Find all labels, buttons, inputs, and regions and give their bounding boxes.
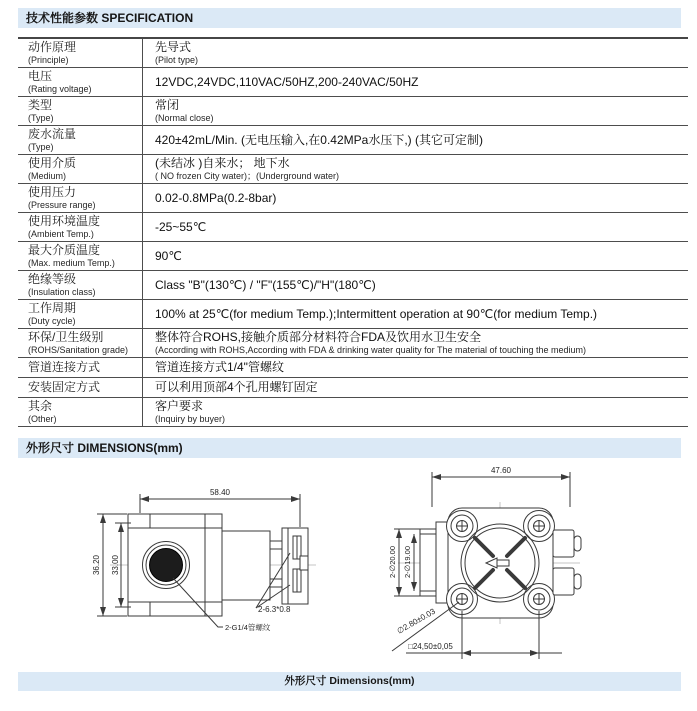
param-name-zh: 使用介质 <box>28 156 77 171</box>
table-row <box>18 398 688 427</box>
dim-screw-hole-label: ∅2.80±0.03 <box>395 606 437 636</box>
param-name-en: (Type) <box>28 142 54 153</box>
param-value-zh: (未结冰 )自来水； 地下水 <box>155 156 290 171</box>
port-inner-diameter-dimension <box>403 534 414 591</box>
param-value-zh: Class "B"(130℃) / "F"(155℃)/"H"(180℃) <box>155 277 376 292</box>
port-thread-label: 2-G1/4管螺纹 <box>225 623 271 632</box>
param-name-zh: 最大介质温度 <box>28 243 101 258</box>
screw-top-left <box>451 515 473 537</box>
table-row <box>18 39 688 68</box>
param-value-zh: 管道连接方式1/4"管螺纹 <box>155 360 284 374</box>
table-row <box>18 184 688 213</box>
param-value-zh: 可以利用顶部4个孔用螺钉固定 <box>155 380 318 394</box>
dimensions-section-header: 外形尺寸 DIMENSIONS(mm) <box>18 438 681 458</box>
table-row <box>18 213 688 242</box>
table-row <box>18 378 688 398</box>
param-name-en: (Insulation class) <box>28 287 96 298</box>
table-row <box>18 300 688 329</box>
dimension-drawings <box>0 450 697 668</box>
dim-screw-spacing-label: □24,50±0,05 <box>408 642 453 651</box>
param-value-zh: -25~55℃ <box>155 219 207 234</box>
spec-table <box>18 37 688 427</box>
param-value-zh: 100% at 25℃(for medium Temp.);Intermittent operation at 90℃(for medium Temp.) <box>155 306 598 321</box>
param-value-en: ( NO frozen City water)；(Underground water) <box>155 171 340 182</box>
table-row <box>18 126 688 155</box>
dim-side-width-label: 58.40 <box>209 488 231 497</box>
screw-bottom-left <box>451 588 473 610</box>
table-row <box>18 271 688 300</box>
param-name-en: (Medium) <box>28 171 67 182</box>
spec-section-header: 技术性能参数 SPECIFICATION <box>18 8 681 28</box>
dim-front-width-label: 47.60 <box>490 466 512 475</box>
param-name-en: (Type) <box>28 113 54 124</box>
inlet-tube-outline <box>420 522 448 603</box>
param-value-zh: 12VDC,24VDC,110VAC/50HZ,200-240VAC/50HZ <box>155 74 419 89</box>
param-value-zh: 客户要求 <box>155 399 204 414</box>
param-name-en: (Max. medium Temp.) <box>28 258 115 269</box>
front-width-dimension <box>432 466 570 507</box>
param-name-zh: 使用环境温度 <box>28 214 101 229</box>
param-name-zh: 使用压力 <box>28 185 77 200</box>
screw-bottom-right <box>528 588 550 610</box>
inlet-port-circle <box>143 542 190 589</box>
param-value-zh: 420±42mL/Min. (无电压输入,在0.42MPa水压下,) (其它可定制) <box>155 132 483 147</box>
param-name-zh: 电压 <box>28 69 53 84</box>
param-name-en: (ROHS/Sanitation grade) <box>28 345 129 356</box>
table-row <box>18 329 688 358</box>
param-value-zh: 整体符合ROHS,接触介质部分材料符合FDA及饮用水卫生安全 <box>155 330 482 345</box>
param-name-en: (Pressure range) <box>28 200 96 211</box>
table-row <box>18 68 688 97</box>
param-name-en: (Duty cycle) <box>28 316 76 327</box>
param-name-zh: 类型 <box>28 98 53 113</box>
table-row <box>18 358 688 378</box>
front-view-drawing <box>388 466 581 659</box>
table-row <box>18 242 688 271</box>
param-value-zh: 0.02-0.8MPa(0.2-8bar) <box>155 190 277 205</box>
dim-port-inner-label: 2-∅19.00 <box>403 546 412 578</box>
terminal-size-label: 2-6.3*0.8 <box>258 605 291 614</box>
param-name-zh: 工作周期 <box>28 301 77 316</box>
param-name-en: (Ambient Temp.) <box>28 229 94 240</box>
param-value-zh: 先导式 <box>155 40 192 55</box>
side-view-drawing <box>92 488 316 632</box>
dim-side-height-inner-label: 33.00 <box>111 554 120 576</box>
param-name-zh: 废水流量 <box>28 127 77 142</box>
param-name-en: (Principle) <box>28 55 69 66</box>
table-row <box>18 97 688 126</box>
dimensions-footer-bar: 外形尺寸 Dimensions(mm) <box>18 672 681 691</box>
param-name-zh: 动作原理 <box>28 40 77 55</box>
param-value-en: (Inquiry by buyer) <box>155 414 226 425</box>
param-name-en: (Other) <box>28 414 57 425</box>
param-value-en: (Normal close) <box>155 113 214 124</box>
param-name-zh: 其余 <box>28 399 53 414</box>
screw-top-right <box>528 515 550 537</box>
param-value-zh: 90℃ <box>155 248 182 263</box>
param-value-en: (Pilot type) <box>155 55 199 66</box>
param-name-zh: 安装固定方式 <box>28 380 101 394</box>
param-value-en: (According with ROHS,According with FDA & drinking water quality for The material of touching the medium) <box>155 345 587 356</box>
outlet-connector-tabs <box>553 530 581 595</box>
param-value-zh: 常闭 <box>155 98 180 113</box>
dim-port-outer-label: 2-∅20.00 <box>388 546 397 578</box>
param-name-zh: 管道连接方式 <box>28 360 101 374</box>
param-name-zh: 环保/卫生级别 <box>28 330 104 345</box>
table-row <box>18 155 688 184</box>
dim-side-height-outer-label: 36.20 <box>92 554 101 576</box>
param-name-zh: 绝缘等级 <box>28 272 77 287</box>
param-name-en: (Rating voltage) <box>28 84 92 95</box>
